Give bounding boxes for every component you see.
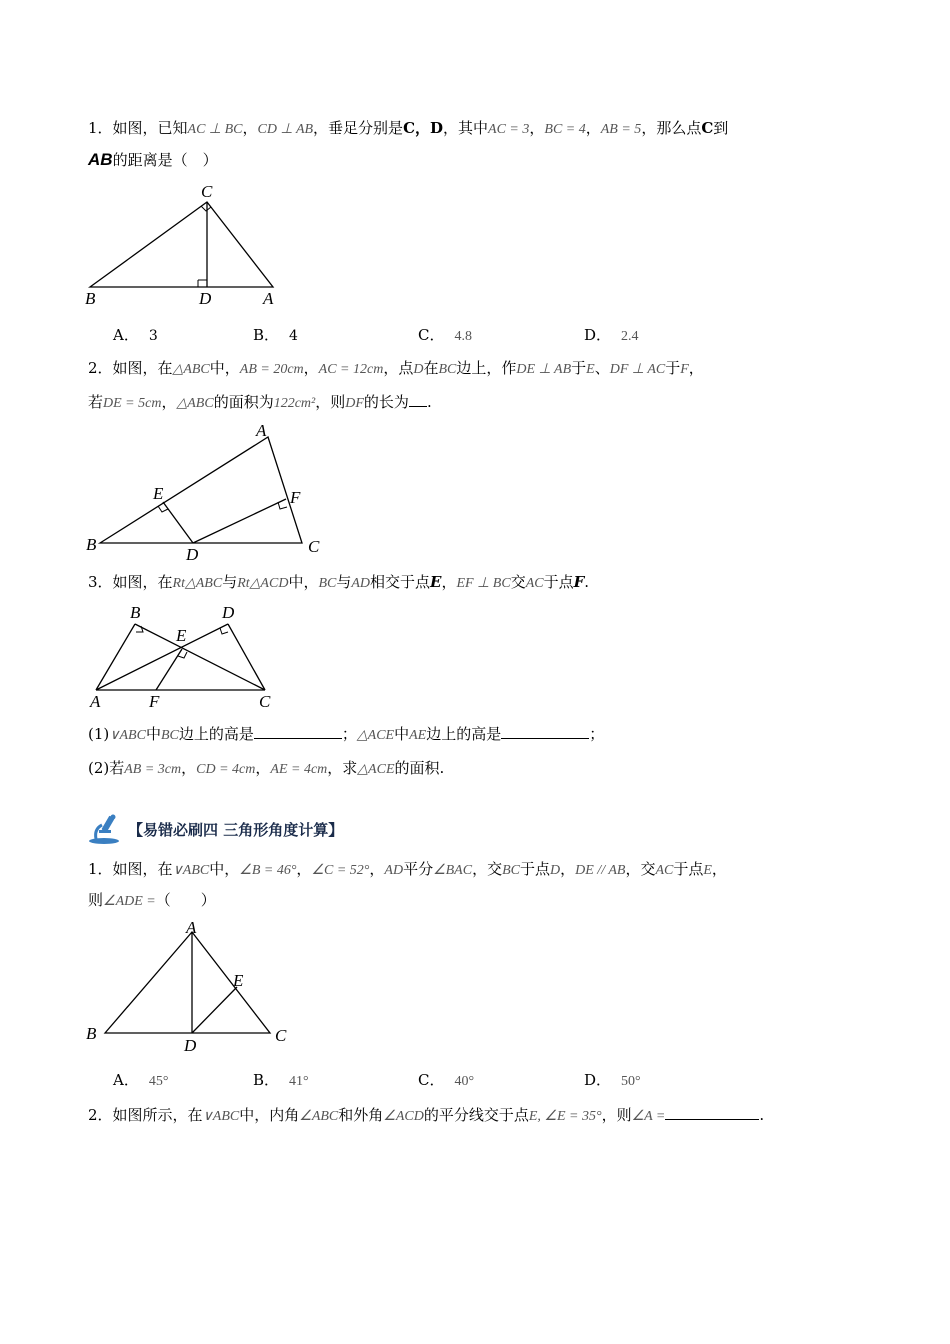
label-E: E [233, 971, 244, 990]
p1-q1-figure [80, 180, 300, 310]
section-title: 【易错必刷四 三角形角度计算】 [128, 820, 344, 839]
label-C: C [308, 537, 320, 556]
p1-q2-figure [80, 418, 340, 563]
label-A: A [263, 289, 274, 308]
p2-q2-line1: 2．如图所示，在∨ABC中，内角∠ABC和外角∠ACD的平分线交于点E, ∠E = 35°，则∠A = . [88, 1106, 765, 1124]
p1-q2-line1: 2．如图，在△ABC中，AB = 20cm，AC = 12cm，点D在BC边上，作DE ⊥ AB于E、DF ⊥ AC于F， [88, 359, 704, 377]
label-D: D [186, 545, 199, 564]
p2-q1-option-c[interactable]: C． 40° [418, 1071, 475, 1089]
label-B: B [86, 535, 97, 554]
label-F: F [149, 692, 160, 711]
p2-q1-option-a[interactable]: A． 45° [113, 1071, 169, 1089]
label-C: C [275, 1026, 287, 1045]
p1-q3-figure [80, 600, 280, 710]
label-F: F [290, 488, 301, 507]
p1-q1-line2: AB的距离是（ ） [88, 150, 218, 169]
answer-blank[interactable] [409, 392, 427, 407]
p1-q3-sub2: (2)若AB = 3cm，CD = 4cm，AE = 4cm，求△ACE的面积. [88, 759, 445, 777]
p2-q1-figure [80, 915, 300, 1060]
p2-q1-line2: 则∠ADE =（ ） [88, 891, 216, 909]
label-E: E [176, 626, 187, 645]
label-C: C [259, 692, 271, 711]
label-C: C [201, 182, 213, 201]
p1-q1-option-c[interactable]: C． 4.8 [418, 326, 472, 344]
p1-q1-option-a[interactable]: A． 3 [113, 326, 158, 344]
label-B: B [130, 603, 141, 622]
label-E: E [153, 484, 164, 503]
p1-q1-option-d[interactable]: D． 2.4 [584, 326, 639, 344]
answer-blank[interactable] [665, 1105, 759, 1120]
section-header [88, 812, 343, 846]
label-D: D [199, 289, 212, 308]
p1-q3-line1: 3．如图，在Rt△ABC与Rt△ACD中，BC与AD相交于点E，EF ⊥ BC交AC于点F. [88, 573, 590, 591]
answer-blank-1[interactable] [254, 724, 342, 739]
label-A: A [90, 692, 101, 711]
p2-q1-line1: 1．如图，在∨ABC中，∠B = 46°，∠C = 52°，AD平分∠BAC，交BC于点D，DE // AB，交AC于点E， [88, 860, 727, 878]
label-A: A [256, 421, 267, 440]
label-B: B [86, 1024, 97, 1043]
label-B: B [85, 289, 96, 308]
label-A: A [186, 918, 197, 937]
microscope-icon [88, 813, 124, 845]
p1-q2-line2: 若DE = 5cm，△ABC的面积为122cm²，则DF的长为 . [88, 393, 432, 411]
p1-q1-option-b[interactable]: B． 4 [253, 326, 298, 344]
p1-q3-sub1: (1)∨ABC中BC边上的高是 ；△ACE中AE边上的高是 ； [88, 725, 605, 743]
label-D: D [184, 1036, 197, 1055]
p2-q1-option-b[interactable]: B． 41° [253, 1071, 309, 1089]
label-D: D [222, 603, 235, 622]
answer-blank-2[interactable] [501, 724, 589, 739]
p2-q1-option-d[interactable]: D． 50° [584, 1071, 641, 1089]
p1-q1-line1: 1．如图，已知AC ⊥ BC，CD ⊥ AB，垂足分别是C，D，其中AC = 3，BC = 4，AB = 5，那么点C到 [88, 119, 729, 137]
